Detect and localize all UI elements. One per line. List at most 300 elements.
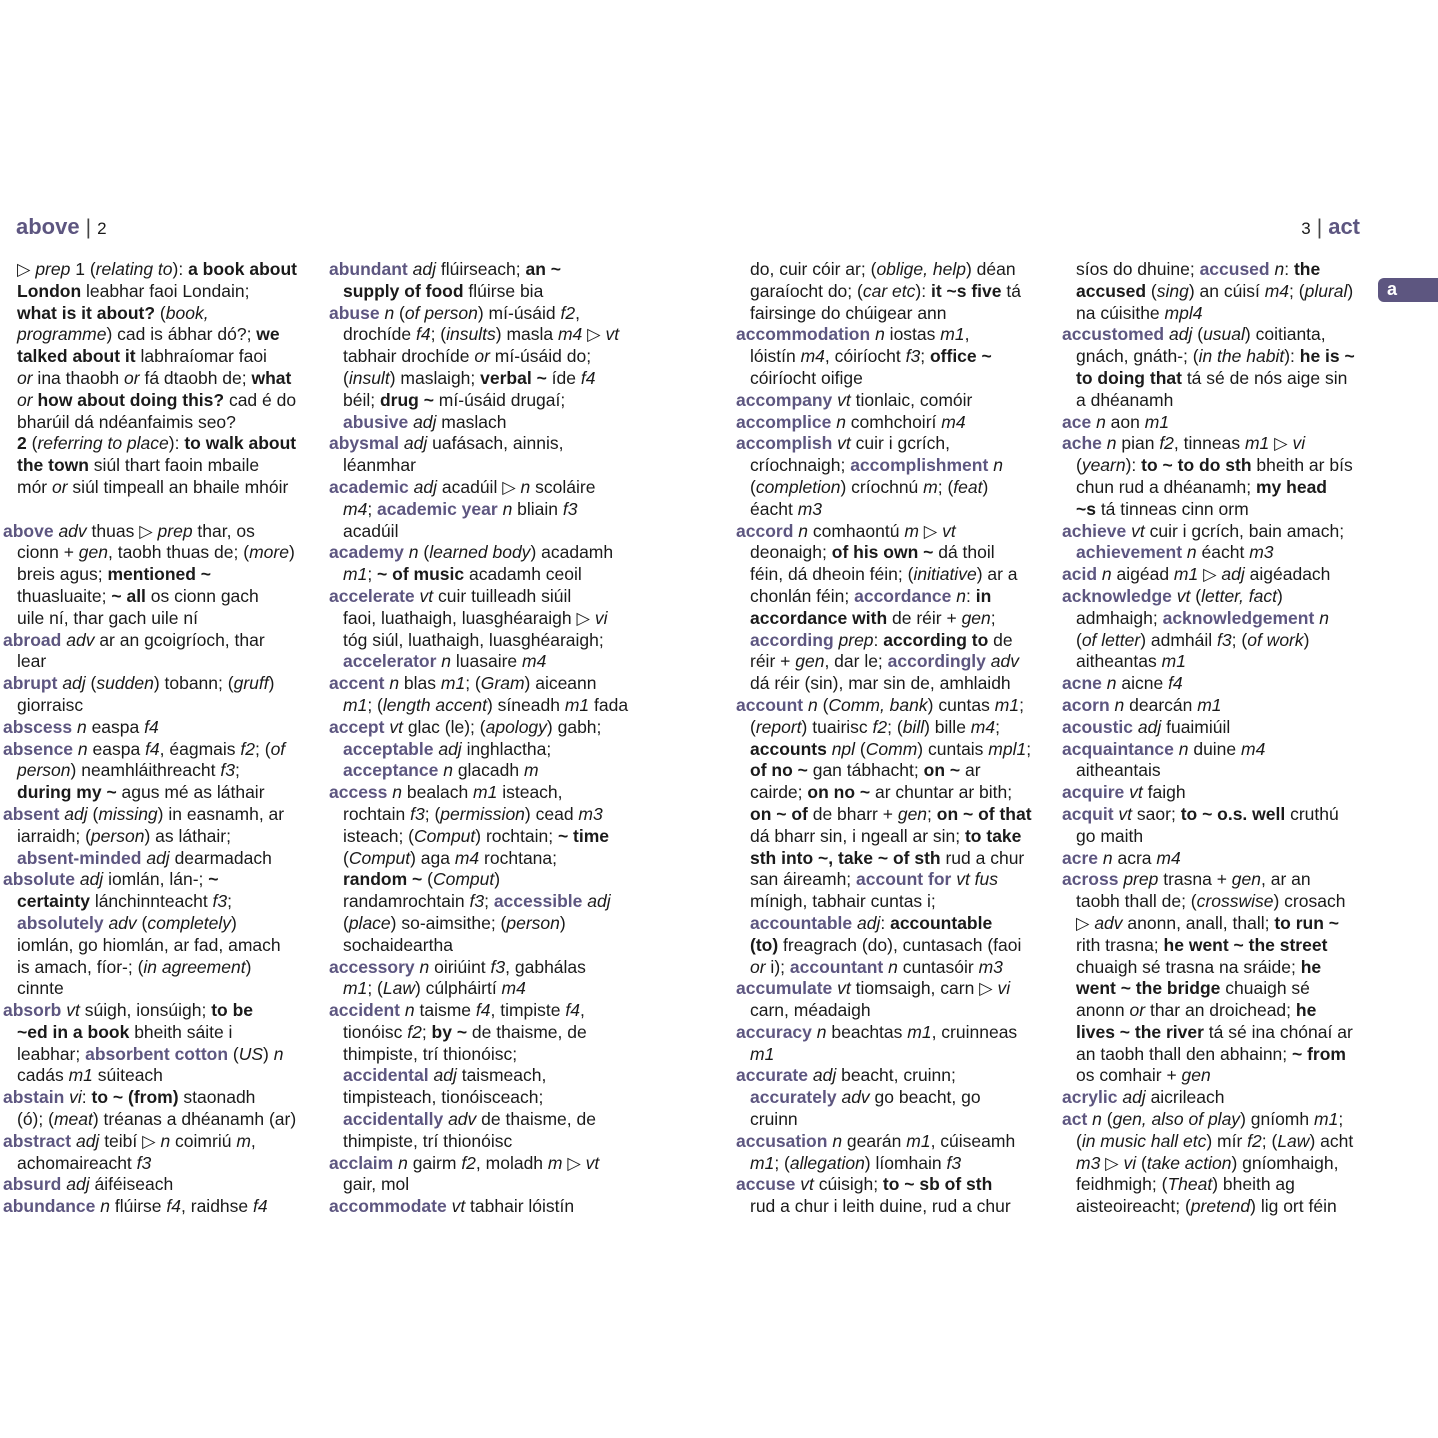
translation-text: ; [1019, 694, 1024, 715]
example-phrase: accountable [890, 912, 993, 933]
translation-text: ; [367, 498, 378, 519]
translation-text: ) acht [1309, 1130, 1354, 1151]
example-phrase: on ~ of [750, 803, 808, 824]
entry-line [329, 1022, 659, 1044]
example-phrase: office ~ [929, 346, 992, 367]
entry-line [3, 1109, 321, 1131]
translation-text: ; ( [1289, 280, 1305, 301]
grammar-label: m3 [978, 956, 1003, 977]
grammar-label: adj [587, 891, 611, 912]
grammar-label: or [17, 367, 33, 388]
translation-text: ▷ [562, 1152, 586, 1173]
grammar-label: adj [1221, 564, 1245, 585]
grammar-label: n [392, 782, 403, 803]
translation-text: anonn [1076, 1000, 1130, 1021]
grammar-label: n [1106, 433, 1117, 454]
headword: accommodate [329, 1196, 447, 1217]
entry-line [1062, 913, 1380, 935]
grammar-label: person [17, 760, 71, 781]
example-phrase: of no ~ [750, 760, 808, 781]
entry-line [3, 608, 321, 630]
headword: accurately [750, 1087, 837, 1108]
grammar-label: f3 [469, 891, 485, 912]
grammar-label: report [755, 716, 802, 737]
entry-line [1062, 717, 1380, 739]
grammar-label: m1 [1314, 1109, 1339, 1130]
headword: acid [1062, 564, 1098, 585]
example-phrase: ~ed in a book [17, 1021, 130, 1042]
grammar-label: vt fus [956, 869, 999, 890]
entry-line [1062, 324, 1380, 346]
grammar-label: adj [412, 259, 436, 279]
translation-text: scoláire [530, 476, 596, 497]
grammar-label: vt [1118, 803, 1133, 824]
grammar-label: apology [485, 716, 547, 737]
translation-text: , ar an [1261, 869, 1311, 890]
translation-text: ) so-aimsithe; ( [390, 912, 507, 933]
entry-line [1062, 1109, 1380, 1131]
entry-line [1062, 412, 1380, 434]
grammar-label: n [100, 1196, 110, 1217]
example-phrase: (to) [750, 934, 779, 955]
grammar-label: f3 [490, 956, 506, 977]
translation-text: ; [1026, 738, 1032, 759]
grammar-label: n [404, 1000, 415, 1021]
translation-text: ; ( [774, 1152, 790, 1173]
grammar-label: n [1096, 411, 1106, 432]
entry-line [3, 717, 321, 739]
translation-text: rochtana; [479, 847, 557, 868]
translation-text: ) ar a [976, 564, 1018, 585]
entry-line [736, 739, 1054, 761]
translation-text: thimpiste, trí thionóisc [343, 1130, 513, 1151]
translation-text: ; [990, 607, 996, 628]
translation-text: tionóisc [343, 1021, 408, 1042]
grammar-label: adj [413, 411, 437, 432]
example-phrase: to ~ o.s. well [1180, 803, 1286, 824]
translation-text: ( [855, 738, 866, 759]
grammar-label: f4 [565, 1000, 580, 1021]
translation-text: ) [245, 956, 252, 977]
entry-line [329, 848, 659, 870]
entry-line [1062, 477, 1380, 499]
grammar-label: gen [795, 651, 825, 672]
entry-line [329, 826, 659, 848]
grammar-label: vi [69, 1087, 82, 1108]
headword: accuracy [736, 1021, 812, 1042]
entry-line [1062, 303, 1380, 325]
entry-line [736, 717, 1054, 739]
translation-text: , dar le; [824, 651, 888, 672]
translation-text: deonaigh; [750, 542, 832, 563]
grammar-label: completion [755, 476, 841, 497]
entry-line [3, 957, 321, 979]
entry-line [736, 1065, 1054, 1087]
grammar-label: Comput [414, 825, 476, 846]
grammar-label: n [993, 455, 1003, 476]
grammar-label: yearn [1081, 455, 1126, 476]
translation-text: maslach [436, 411, 507, 432]
headword: absolute [3, 869, 75, 890]
translation-text: tabhair drochíde [343, 346, 475, 367]
left-page-number: 2 [97, 219, 107, 238]
grammar-label: vt [837, 433, 851, 454]
grammar-label: of letter [1081, 629, 1141, 650]
translation-text: easpa [87, 738, 146, 759]
grammar-label: n [836, 411, 846, 432]
translation-text: súiteach [92, 1065, 163, 1086]
entry-line [736, 324, 1054, 346]
grammar-label: m1 [907, 1021, 932, 1042]
grammar-label: m4 [343, 498, 368, 519]
translation-text: cúisigh; [813, 1174, 883, 1195]
translation-text: , taobh thuas de; ( [107, 542, 250, 563]
entry-line [3, 826, 321, 848]
grammar-label: Theat [1167, 1174, 1213, 1195]
entry-line [736, 935, 1054, 957]
translation-text: is amach, fíor-; ( [17, 956, 144, 977]
translation-text: béil; [343, 389, 380, 410]
grammar-label: n [408, 542, 419, 563]
entry-line [1062, 368, 1380, 390]
grammar-label: adj [1169, 324, 1193, 345]
translation-text: thar, os [192, 520, 255, 541]
entry-line [736, 1174, 1054, 1196]
grammar-label: m [904, 520, 919, 541]
translation-text: ) masla [495, 324, 558, 345]
translation-text: ) in easnamh, ar [157, 803, 285, 824]
translation-text: ) [268, 673, 275, 694]
grammar-label: take action [1146, 1152, 1232, 1173]
translation-text: ; [227, 891, 233, 912]
translation-text: : [873, 629, 884, 650]
translation-text: : [966, 585, 976, 606]
grammar-label: n [875, 324, 885, 345]
translation-text: cionn + [17, 542, 79, 563]
translation-text: pian [1116, 433, 1160, 454]
grammar-label: npl [831, 738, 856, 759]
grammar-label: mpl1 [988, 738, 1027, 759]
translation-text: uile ní, thar gach uile ní [17, 607, 198, 628]
grammar-label: adj [413, 476, 438, 497]
entry-line [329, 978, 659, 1000]
headword: abroad [3, 629, 62, 650]
headword: absolutely [17, 912, 104, 933]
entry-line [1062, 281, 1380, 303]
translation-text: gearán [842, 1130, 907, 1151]
translation-text: lear [17, 651, 47, 672]
grammar-label: permission [440, 803, 525, 824]
example-phrase: to ~ to do sth [1141, 455, 1252, 476]
translation-text: admhaigh; [1076, 607, 1163, 628]
entry-line [3, 433, 321, 455]
headword: academy [329, 542, 404, 563]
headword: acre [1062, 847, 1099, 868]
example-phrase: according to [883, 629, 989, 650]
translation-text: rud a chur [940, 847, 1025, 868]
headword: accommodation [736, 324, 871, 345]
grammar-label: Comm, bank [828, 694, 928, 715]
entry-line [736, 760, 1054, 782]
headword: abundant [329, 259, 408, 279]
grammar-label: m1 [1161, 651, 1186, 672]
example-phrase: how about doing this? [37, 389, 225, 410]
grammar-label: n [1092, 1109, 1102, 1130]
translation-text: beacht, cruinn; [836, 1065, 956, 1086]
translation-text: blas [399, 673, 441, 694]
entry-line [3, 303, 321, 325]
entry-line [1062, 673, 1380, 695]
translation-text: tionlaic, comóir [850, 389, 973, 410]
entry-line [1062, 1044, 1380, 1066]
translation-text: uafásach, ainnis, [427, 433, 564, 454]
grammar-label: prep [838, 629, 874, 650]
entry-line [3, 346, 321, 368]
entry-line [3, 564, 321, 586]
translation-text: , moladh [475, 1152, 548, 1173]
entry-line [736, 564, 1054, 586]
grammar-label: m4 [970, 716, 996, 737]
grammar-label: more [249, 542, 289, 563]
entry-line [329, 324, 659, 346]
example-phrase: lives ~ the river [1076, 1021, 1204, 1042]
translation-text: acadúil ▷ [437, 476, 521, 497]
entry-line [736, 608, 1054, 630]
translation-text: gnách, gnáth-; ( [1076, 346, 1199, 367]
entry-line [736, 695, 1054, 717]
headword: accordingly [887, 651, 986, 672]
translation-text: staonadh [178, 1087, 256, 1108]
grammar-label: gen [1181, 1065, 1211, 1086]
translation-text: ; ( [424, 803, 441, 824]
translation-text: leabhar; [17, 1043, 86, 1064]
entry-line [1062, 564, 1380, 586]
entry-line [3, 869, 321, 891]
entry-line [736, 891, 1054, 913]
translation-text: tabhair lóistín [465, 1196, 575, 1217]
grammar-label: m3 [1249, 542, 1274, 563]
translation-text: tá sé ina chónaí ar [1203, 1021, 1353, 1042]
grammar-label: n [77, 738, 88, 759]
entry-line [329, 673, 659, 695]
headword: academic [329, 476, 409, 497]
translation-text: thar an droichead; [1145, 1000, 1296, 1021]
translation-text: aitheantais [1076, 760, 1161, 781]
entry-line [3, 1087, 321, 1109]
entry-line [329, 281, 659, 303]
dictionary-column-4 [1062, 259, 1380, 1218]
grammar-label: vt [1131, 520, 1145, 541]
translation-text: os cionn gach [145, 585, 259, 606]
translation-text: , gabhálas [505, 956, 586, 977]
grammar-label: gen [961, 607, 991, 628]
example-phrase: he went ~ the street [1163, 934, 1328, 955]
grammar-label: allegation [789, 1152, 865, 1173]
translation-text: agus mé as láthair [116, 782, 265, 803]
translation-text: ): [1284, 346, 1300, 367]
translation-text: aigéadach [1244, 564, 1331, 585]
grammar-label: or [750, 956, 766, 977]
entry-line [329, 804, 659, 826]
grammar-label: vt [1129, 782, 1143, 803]
grammar-label: car etc [862, 280, 916, 301]
example-phrase: 2 [17, 433, 27, 454]
translation-text: ): [168, 433, 185, 454]
translation-text: ; ( [367, 694, 383, 715]
translation-text: ▷ [582, 324, 606, 345]
grammar-label: m1 [68, 1065, 93, 1086]
example-phrase: the [1293, 259, 1321, 279]
grammar-label: m1 [343, 564, 368, 585]
example-phrase: my head [1256, 476, 1327, 497]
grammar-label: f3 [1217, 629, 1232, 650]
translation-text: ) [288, 542, 295, 563]
grammar-label: adj [1137, 716, 1162, 737]
translation-text: ar an gcoigríoch, thar [94, 629, 265, 650]
translation-text: ) cuntas [927, 694, 995, 715]
entry-line [3, 913, 321, 935]
translation-text: fá dtaobh de; [139, 367, 252, 388]
translation-text: iomlán, go hiomlán, ar fad, amach [17, 934, 281, 955]
grammar-label: or [1129, 1000, 1146, 1021]
example-phrase: to ~ sb of sth [882, 1174, 993, 1195]
example-phrase: an ~ [525, 259, 561, 279]
translation-text: achomaireacht [17, 1152, 137, 1173]
grammar-label: initiative [913, 564, 977, 585]
example-phrase: to ~ (from) [91, 1087, 179, 1108]
translation-text: ; [367, 564, 378, 585]
translation-text: ) déan [965, 259, 1016, 279]
grammar-label: vt [837, 389, 851, 410]
grammar-label: f3 [946, 1152, 962, 1173]
headword: accessory [329, 956, 415, 977]
translation-text: ( [750, 716, 756, 737]
grammar-label: programme [17, 324, 107, 345]
grammar-label: m4 [800, 346, 825, 367]
entry-line [736, 346, 1054, 368]
grammar-label: vt [419, 585, 434, 606]
translation-text: lóistín [750, 346, 801, 367]
grammar-label: f4 [166, 1196, 182, 1217]
example-phrase: random ~ [343, 869, 423, 890]
headword: acoustic [1062, 716, 1133, 737]
grammar-label: missing [98, 803, 158, 824]
example-phrase: drug ~ [379, 389, 434, 410]
translation-text: mínigh, tabhair cuntas i; [750, 891, 936, 912]
entry-line [1062, 1000, 1380, 1022]
translation-text: thimpiste, trí thionóisc; [343, 1043, 518, 1064]
left-guide-word: above [16, 214, 80, 239]
entry-line [329, 935, 659, 957]
grammar-label: person [90, 825, 145, 846]
grammar-label: f2 [1247, 1130, 1262, 1151]
translation-text: taobh thall de; ( [1076, 891, 1197, 912]
entry-line [1062, 1087, 1380, 1109]
grammar-label: plural [1304, 280, 1348, 301]
translation-text: ) maslaigh; [389, 367, 481, 388]
translation-text: : [880, 912, 891, 933]
translation-text: an taobh thall den abhainn; [1076, 1043, 1293, 1064]
translation-text: dá thoil [933, 542, 995, 563]
grammar-label: f4 [145, 738, 160, 759]
translation-text: coimriú [170, 1130, 237, 1151]
grammar-label: m1 [343, 694, 368, 715]
example-phrase: ~ from [1292, 1043, 1346, 1064]
translation-text: ) cead [524, 803, 579, 824]
translation-text: éacht [1196, 542, 1250, 563]
headword: acquaintance [1062, 738, 1174, 759]
grammar-label: m1 [1173, 564, 1199, 585]
translation-text: ) bille [924, 716, 971, 737]
entry-line [3, 651, 321, 673]
translation-text: féin, dá dheoin féin; ( [750, 564, 914, 585]
translation-text: tiomsaigh, carn ▷ [850, 978, 998, 999]
headword: acknowledge [1062, 585, 1172, 606]
translation-text: ) tréanas a dhéanamh (ar) [92, 1109, 297, 1130]
entry-line [329, 368, 659, 390]
translation-text: thuasluaite; [17, 585, 112, 606]
entry-line [3, 281, 321, 303]
entry-line [3, 1000, 321, 1022]
translation-text: ( [228, 1043, 239, 1064]
translation-text: ( [1136, 1152, 1147, 1173]
grammar-label: vi [1292, 433, 1306, 454]
grammar-label: adv [448, 1109, 477, 1130]
headword: above [3, 520, 54, 541]
translation-text: acadamh ceoil [464, 564, 582, 585]
headword: abscess [3, 716, 73, 737]
entry-line [736, 1044, 1054, 1066]
entry-line [1062, 390, 1380, 412]
grammar-label: f2 [240, 738, 256, 759]
translation-text: aon [1105, 411, 1145, 432]
entry-line [736, 1109, 1054, 1131]
entry-line [3, 1022, 321, 1044]
translation-text: ) mír [1206, 1130, 1248, 1151]
translation-text: mí-úsáid drugaí; [433, 389, 566, 410]
entry-line [3, 542, 321, 564]
grammar-label: of [270, 738, 286, 759]
translation-text: ( [422, 869, 433, 890]
headword: accused [1199, 259, 1270, 279]
translation-text: do, cuir cóir ar; ( [750, 259, 877, 279]
translation-text: dá réir (sin), mar sin de, amhlaidh [750, 673, 1011, 694]
grammar-label: m3 [797, 498, 822, 519]
example-phrase: ~s [1076, 498, 1096, 519]
entry-line [3, 259, 321, 281]
translation-text: ; [1338, 1109, 1344, 1130]
grammar-label: m1 [440, 673, 466, 694]
headword: accountant [789, 956, 884, 977]
translation-text: bheith sáite i [129, 1021, 233, 1042]
grammar-label: adj [64, 803, 88, 824]
example-phrase: went ~ the bridge [1076, 978, 1221, 999]
entry-line [736, 433, 1054, 455]
entry-line [736, 804, 1054, 826]
headword: accident [329, 1000, 400, 1021]
translation-text: dearcán [1124, 694, 1198, 715]
example-phrase: the town [17, 455, 89, 476]
entry-line [3, 521, 321, 543]
translation-text: , éagmais [159, 738, 241, 759]
example-phrase: verbal ~ [480, 367, 547, 388]
grammar-label: n [807, 694, 818, 715]
translation-text: ( [26, 433, 38, 454]
entry-line [736, 455, 1054, 477]
entry-line [3, 695, 321, 717]
grammar-label: n [1274, 259, 1285, 279]
entry-line [736, 281, 1054, 303]
